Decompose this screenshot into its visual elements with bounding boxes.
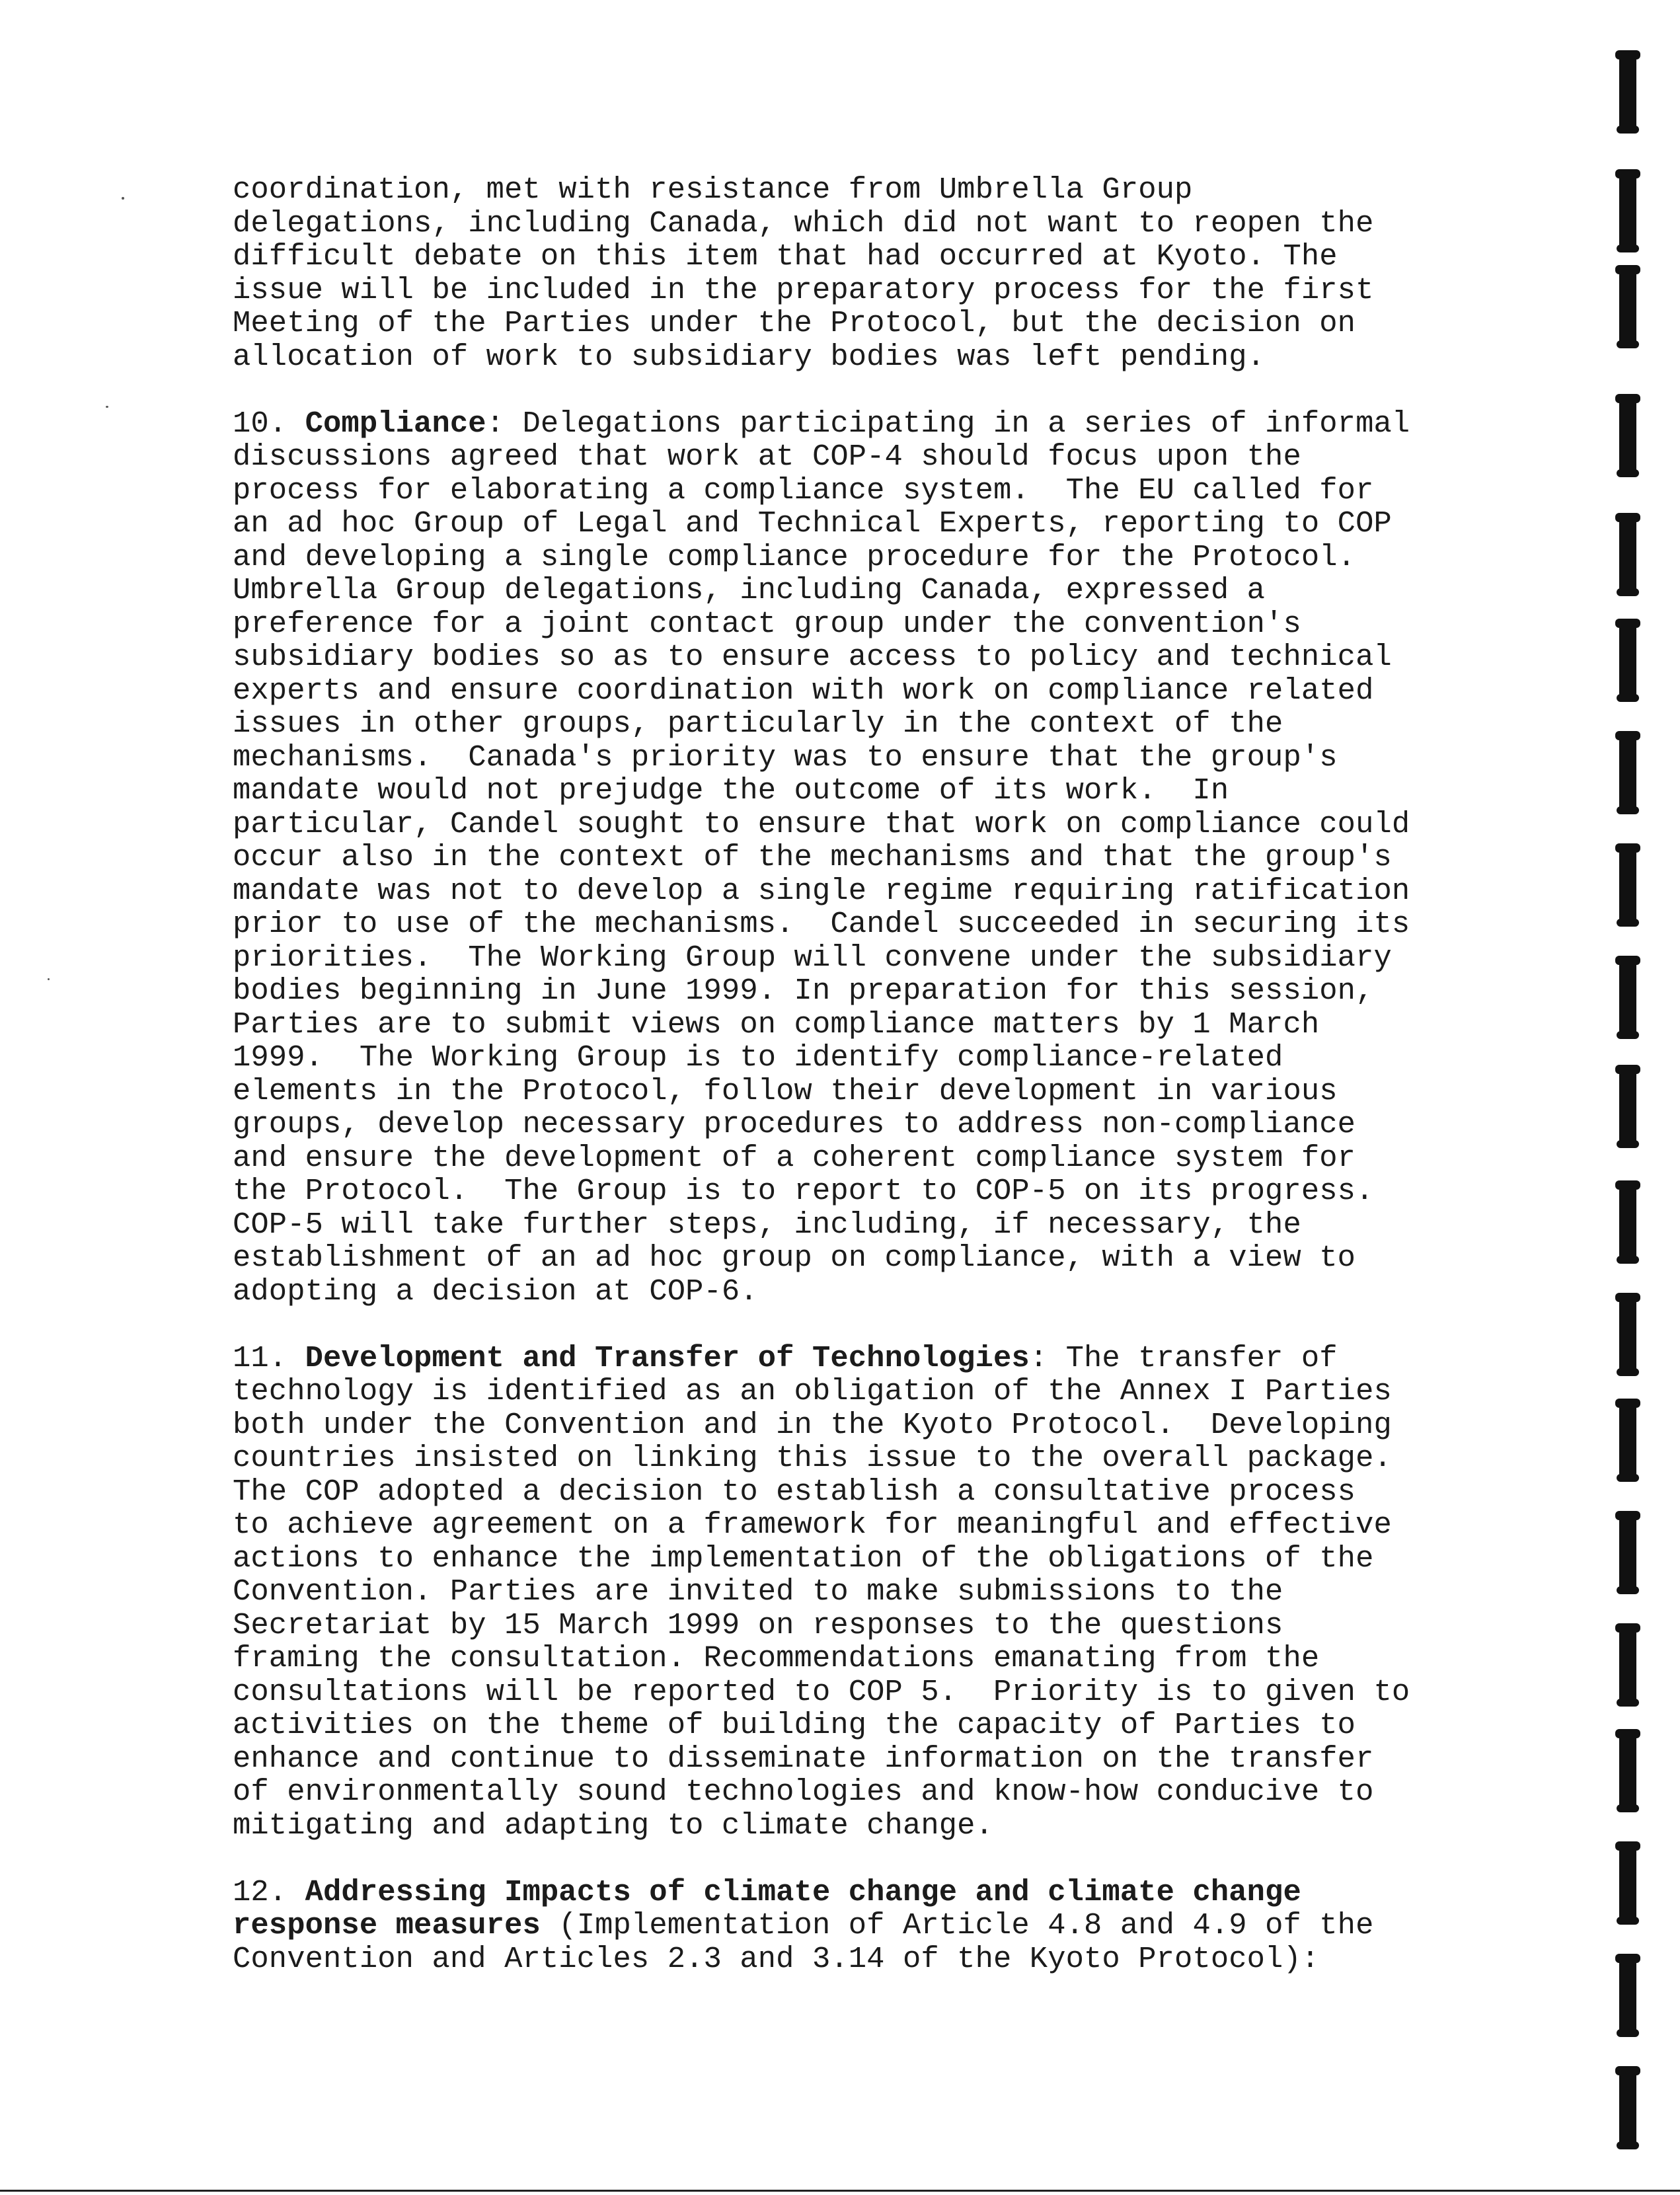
paragraph-heading: Addressing Impacts of climate change and climate change — [305, 1874, 1301, 1909]
text-line: both under the Convention and in the Kyoto Protocol. Developing — [233, 1407, 1392, 1442]
paragraph-number: 12. — [233, 1874, 287, 1909]
paragraph-10-compliance — [233, 407, 1548, 1309]
text-line: prior to use of the mechanisms. Candel succeeded in securing its — [233, 907, 1410, 941]
text-line: the Protocol. The Group is to report to COP-5 on its progress. — [233, 1174, 1374, 1208]
text-line: countries insisted on linking this issue to the overall package. — [233, 1441, 1392, 1475]
text-line: to achieve agreement on a framework for meaningful and effective — [233, 1508, 1392, 1542]
text-line: of environmentally sound technologies and know-how conducive to — [233, 1775, 1374, 1809]
text-line: subsidiary bodies so as to ensure access to policy and technical — [233, 640, 1392, 674]
binding-hole-icon — [1619, 734, 1636, 812]
binding-hole-icon — [1619, 1295, 1636, 1373]
binding-hole-icon — [1619, 1514, 1636, 1592]
text-fragment: : Delegations participating in a series of informal — [486, 406, 1410, 441]
binding-hole-icon — [1619, 1956, 1636, 2034]
binding-hole-icon — [1619, 53, 1636, 131]
text-line: process for elaborating a compliance system. The EU called for — [233, 473, 1374, 508]
text-line: elements in the Protocol, follow their development in various — [233, 1073, 1338, 1108]
paragraph-number: 10. — [233, 406, 287, 441]
text-line: activities on the theme of building the capacity of Parties to — [233, 1708, 1356, 1742]
text-line: actions to enhance the implementation of the obligations of the — [233, 1541, 1374, 1576]
binding-hole-icon — [1619, 268, 1636, 346]
binding-hole-icon — [1619, 516, 1636, 594]
binding-hole-icon — [1619, 621, 1636, 699]
text-line: occur also in the context of the mechanisms and that the group's — [233, 840, 1392, 874]
paragraph-heading-continued: response measures — [233, 1908, 541, 1943]
text-line: mitigating and adapting to climate change. — [233, 1808, 993, 1843]
text-line: Umbrella Group delegations, including Canada, expressed a — [233, 573, 1266, 607]
text-line: Convention. Parties are invited to make submissions to the — [233, 1574, 1283, 1609]
paragraph-11-technology-transfer — [233, 1342, 1548, 1843]
text-line: consultations will be reported to COP 5. Priority is to given to — [233, 1674, 1410, 1709]
text-line: priorities. The Working Group will convene under the subsidiary — [233, 940, 1392, 975]
text-line: coordination, met with resistance from Umbrella Group — [233, 173, 1193, 207]
text-line: discussions agreed that work at COP-4 should focus upon the — [233, 440, 1301, 474]
text-line: bodies beginning in June 1999. In preparation for this session, — [233, 974, 1374, 1008]
text-line: and developing a single compliance procedure for the Protocol. — [233, 539, 1356, 574]
text-line: an ad hoc Group of Legal and Technical Experts, reporting to COP — [233, 506, 1392, 541]
paragraph-heading: Development and Transfer of Technologies — [305, 1340, 1030, 1375]
text-line: delegations, including Canada, which did not want to reopen the — [233, 206, 1374, 241]
text-line: preference for a joint contact group under the convention's — [233, 606, 1301, 641]
binding-hole-icon — [1619, 1844, 1636, 1922]
text-line: The COP adopted a decision to establish a consultative process — [233, 1474, 1356, 1509]
binding-hole-icon — [1619, 1626, 1636, 1704]
binding-hole-icon — [1619, 958, 1636, 1036]
text-line — [233, 407, 1548, 441]
text-line: COP-5 will take further steps, including, if necessary, the — [233, 1207, 1301, 1242]
scan-speck — [122, 197, 124, 200]
paragraph-heading: Compliance — [305, 406, 486, 441]
paragraph-number: 11. — [233, 1340, 287, 1375]
text-line: Meeting of the Parties under the Protocol, but the decision on — [233, 306, 1356, 340]
text-line: Parties are to submit views on compliance matters by 1 March — [233, 1007, 1320, 1042]
paragraph-12-addressing-impacts — [233, 1876, 1548, 1976]
text-line: Secretariat by 15 March 1999 on responses to the questions — [233, 1607, 1283, 1642]
text-fragment: (Implementation of Article 4.8 and 4.9 of the — [540, 1908, 1374, 1943]
text-line: issue will be included in the preparatory process for the first — [233, 272, 1374, 307]
text-line: mandate was not to develop a single regime requiring ratification — [233, 873, 1410, 908]
binding-hole-icon — [1619, 1401, 1636, 1479]
text-line: groups, develop necessary procedures to address non-compliance — [233, 1107, 1356, 1141]
binding-hole-icon — [1619, 1067, 1636, 1145]
text-line: difficult debate on this item that had occurred at Kyoto. The — [233, 239, 1338, 274]
text-line: establishment of an ad hoc group on compliance, with a view to — [233, 1241, 1356, 1275]
text-line: mandate would not prejudge the outcome of its work. In — [233, 773, 1229, 808]
text-line: Convention and Articles 2.3 and 3.14 of the Kyoto Protocol): — [233, 1941, 1320, 1976]
text-line: allocation of work to subsidiary bodies was left pending. — [233, 339, 1266, 374]
binding-hole-icon — [1619, 2069, 1636, 2147]
text-fragment: : The transfer of — [1029, 1340, 1338, 1375]
scan-speck — [48, 978, 50, 980]
page-bottom-edge — [0, 2190, 1680, 2192]
binding-hole-icon — [1619, 172, 1636, 250]
paragraph-intro — [233, 173, 1548, 373]
scan-speck — [106, 406, 108, 408]
binding-hole-icon — [1619, 1732, 1636, 1810]
text-line: technology is identified as an obligation of the Annex I Parties — [233, 1374, 1392, 1408]
text-line: framing the consultation. Recommendations emanating from the — [233, 1641, 1320, 1675]
text-line: 1999. The Working Group is to identify compliance-related — [233, 1040, 1283, 1075]
text-line — [233, 1876, 1548, 1909]
text-line: particular, Candel sought to ensure that work on compliance could — [233, 806, 1410, 841]
text-line: experts and ensure coordination with work on compliance related — [233, 673, 1374, 708]
text-line — [233, 1342, 1548, 1375]
text-line — [233, 1909, 1548, 1943]
binding-hole-icon — [1619, 397, 1636, 475]
text-line: issues in other groups, particularly in the context of the — [233, 707, 1283, 741]
text-line: adopting a decision at COP-6. — [233, 1274, 758, 1309]
binding-hole-icon — [1619, 1183, 1636, 1261]
text-line: mechanisms. Canada's priority was to ensure that the group's — [233, 740, 1338, 775]
document-body — [233, 173, 1548, 2009]
binding-hole-icon — [1619, 846, 1636, 924]
binding-marks — [1610, 40, 1663, 2155]
text-line: enhance and continue to disseminate information on the transfer — [233, 1741, 1374, 1776]
text-line: and ensure the development of a coherent compliance system for — [233, 1140, 1356, 1175]
